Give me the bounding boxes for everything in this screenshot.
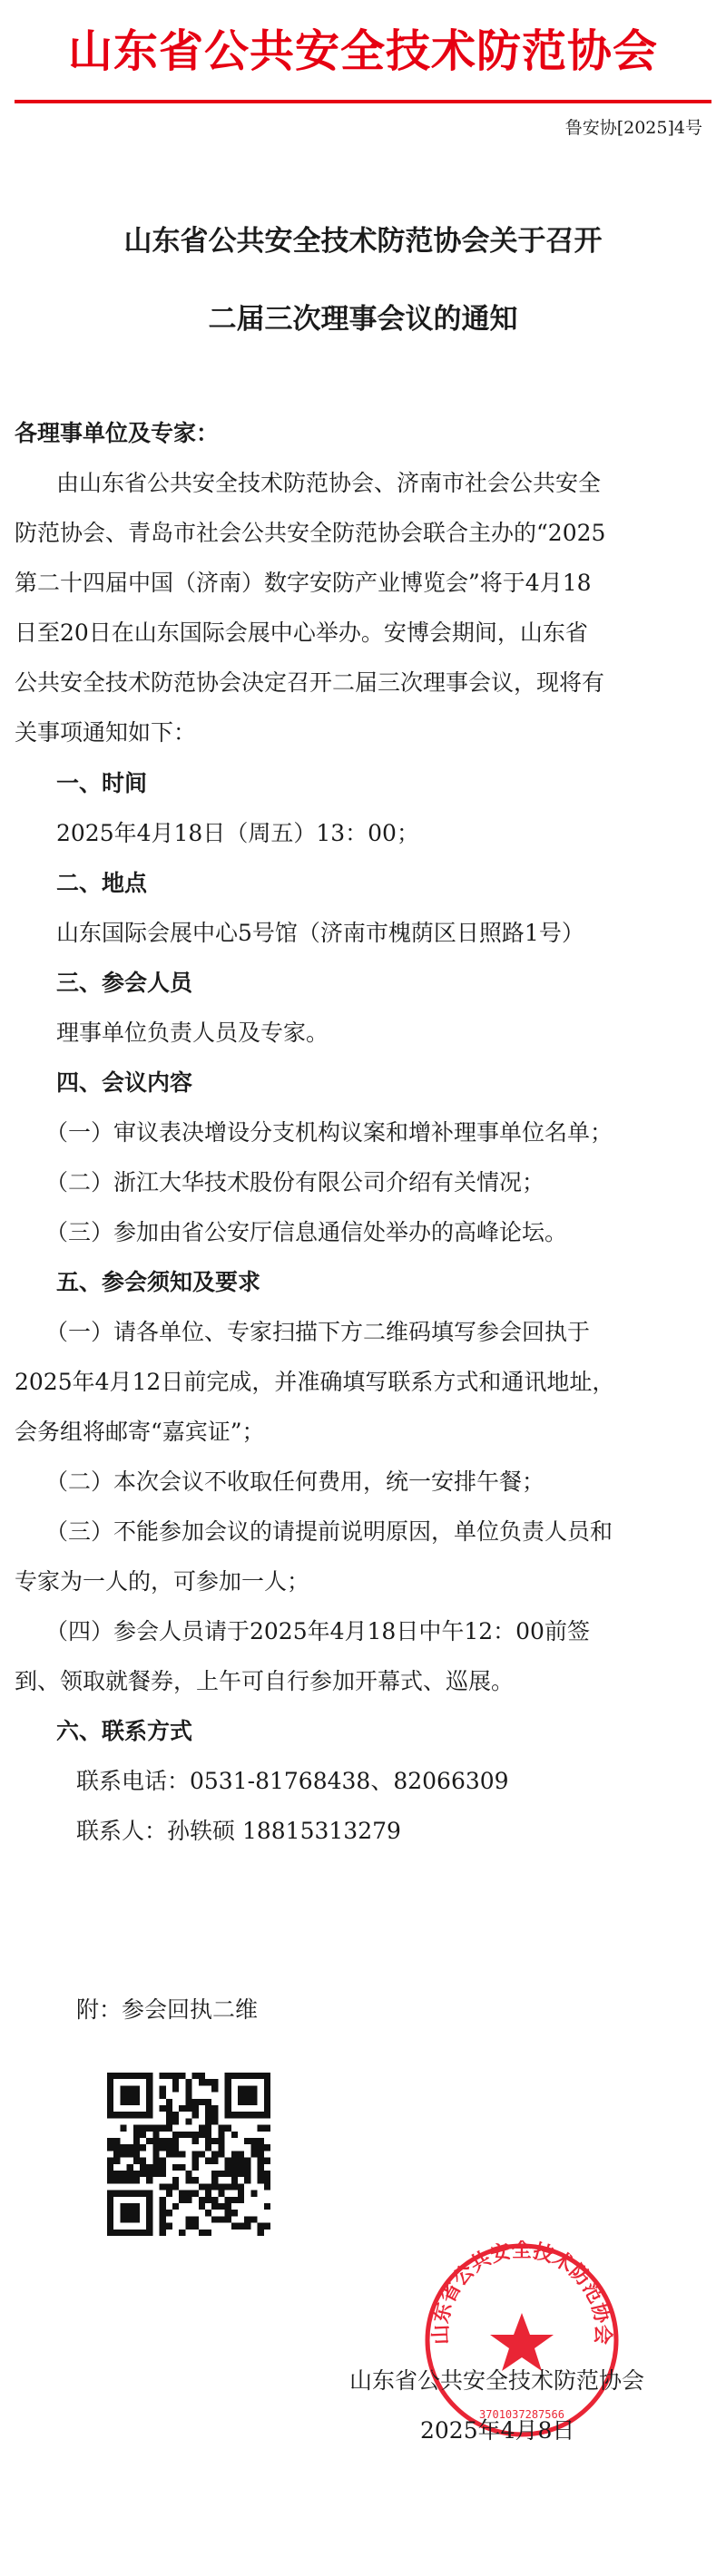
requirement-line: （二）本次会议不收取任何费用，统一安排午餐； xyxy=(45,1469,545,1495)
org-header-title: 山东省公共安全技术防范协会 xyxy=(67,25,658,77)
signature-org: 山东省公共安全技术防范协会 xyxy=(349,2367,645,2394)
intro-line: 关事项通知如下： xyxy=(15,719,197,746)
requirement-line: 专家为一人的，可参加一人； xyxy=(15,1568,310,1595)
section-heading-time: 一、时间 xyxy=(56,770,148,796)
contact-phone: 联系电话：0531-81768438、82066309 xyxy=(76,1768,509,1794)
agenda-item: （三）参加由省公安厅信息通信处举办的高峰论坛。 xyxy=(45,1219,568,1245)
requirement-line: （一）请各单位、专家扫描下方二维码填写参会回执于 xyxy=(45,1319,591,1345)
intro-line: 由山东省公共安全技术防范协会、济南市社会公共安全 xyxy=(56,470,602,496)
official-red-seal xyxy=(422,2240,622,2440)
seal-number: 3701037287566 xyxy=(479,2408,564,2421)
attachment-label: 附：参会回执二维 xyxy=(76,1996,259,2023)
section-heading-agenda: 四、会议内容 xyxy=(56,1069,193,1096)
section-heading-contact: 六、联系方式 xyxy=(56,1718,193,1744)
meeting-time: 2025年4月18日（周五）13：00； xyxy=(56,820,419,846)
intro-line: 防范协会、青岛市社会公共安全防范协会联合主办的“2025 xyxy=(15,520,606,546)
agenda-item: （二）浙江大华技术股份有限公司介绍有关情况； xyxy=(45,1169,545,1195)
contact-person: 联系人：孙轶硕 18815313279 xyxy=(76,1818,401,1844)
requirement-line: 会务组将邮寄“嘉宾证”； xyxy=(15,1419,265,1445)
requirement-line: （四）参会人员请于2025年4月18日中午12：00前签 xyxy=(45,1618,590,1644)
requirement-line: （三）不能参加会议的请提前说明原因，单位负责人员和 xyxy=(45,1518,613,1545)
document-number: 鲁安协[2025]4号 xyxy=(564,118,702,138)
requirement-line: 到、领取就餐券，上午可自行参加开幕式、巡展。 xyxy=(15,1668,515,1694)
intro-line: 第二十四届中国（济南）数字安防产业博览会”将于4月18 xyxy=(15,570,592,596)
intro-line: 公共安全技术防范协会决定召开二届三次理事会议，现将有 xyxy=(15,669,605,696)
section-heading-requirements: 五、参会须知及要求 xyxy=(56,1269,261,1295)
seal-org-text: 山东省公共安全技术防范协会 xyxy=(429,2240,614,2346)
requirement-line: 2025年4月12日前完成，并准确填写联系方式和通讯地址， xyxy=(15,1369,615,1395)
registration-qr-code[interactable] xyxy=(107,2073,270,2236)
attendees-text: 理事单位负责人员及专家。 xyxy=(56,1020,329,1046)
intro-line: 日至20日在山东国际会展中心举办。安博会期间，山东省 xyxy=(15,620,588,646)
salutation: 各理事单位及专家： xyxy=(15,420,220,446)
section-heading-attendees: 三、参会人员 xyxy=(56,970,193,996)
notice-title-line1: 山东省公共安全技术防范协会关于召开 xyxy=(123,225,603,258)
header-red-rule xyxy=(15,100,711,103)
section-heading-location: 二、地点 xyxy=(56,870,148,896)
signature-date: 2025年4月8日 xyxy=(420,2417,575,2444)
notice-title-line2: 二届三次理事会议的通知 xyxy=(208,303,518,336)
meeting-location: 山东国际会展中心5号馆（济南市槐荫区日照路1号） xyxy=(56,920,584,946)
agenda-item: （一）审议表决增设分支机构议案和增补理事单位名单； xyxy=(45,1119,613,1146)
